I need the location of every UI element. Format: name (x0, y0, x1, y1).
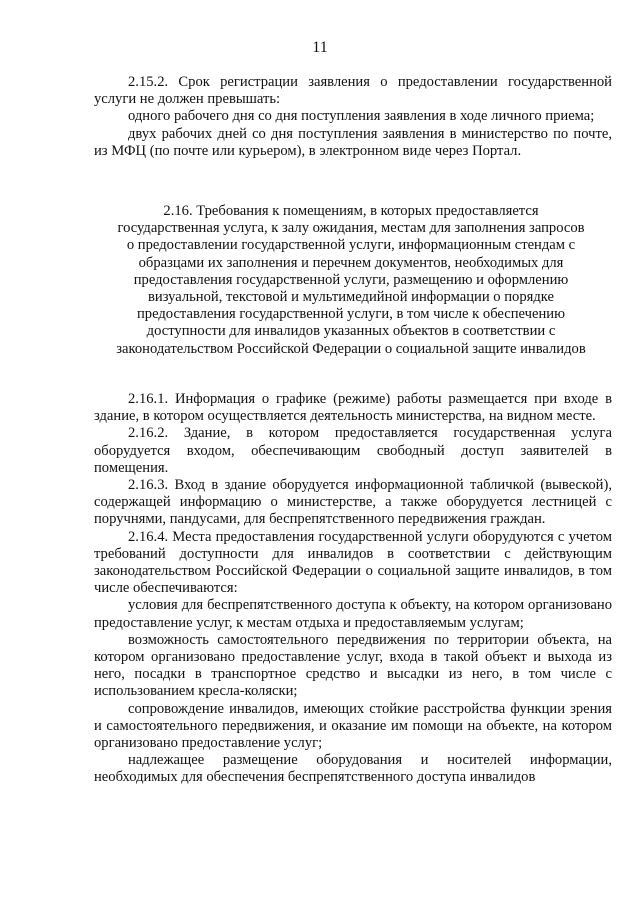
list-item-independent-movement: возможность самостоятельного передвижения по территории объекта, на котором организовано предоставление услуг, входа в такой объект и выхода из него, посадки в транспортное средство и высадки из него, в том числе с использованием кресла-коляски; (94, 631, 612, 700)
section-2-16-body (94, 391, 612, 787)
page-number: 11 (312, 39, 328, 56)
paragraph-2-16-4: 2.16.4. Места предоставления государственной услуги оборудуются с учетом требований доступности для инвалидов в соответствии с действующим законодательством Российской Федерации о социальной защите инвалидов, в том числе обеспечиваются: (94, 528, 612, 597)
list-item-escort: сопровождение инвалидов, имеющих стойкие расстройства функции зрения и самостоятельного передвижения, и оказание им помощи на объекте, на котором организовано предоставление услуг; (94, 700, 612, 752)
section-2-16-heading: 2.16. Требования к помещениям, в которых предоставляется государственная услуга, к залу ожидания, местам для заполнения запросов о предоставлении государственной услуги, информационным стендам с образцами их заполнения и перечнем документов, необходимых для предоставления государственной услуги, размещению и оформлению визуальной, текстовой и мультимедийной информации о порядке предоставления государственной услуги, в том числе к обеспечению доступности для инвалидов указанных объектов в соответствии с законодательством Российской Федерации о социальной защите инвалидов (116, 203, 586, 357)
section-2-15-2 (94, 74, 612, 160)
paragraph-2-16-3: 2.16.3. Вход в здание оборудуется информационной табличкой (вывеской), содержащей информацию о министерстве, а также оборудуется лестницей с поручнями, пандусами, для беспрепятственного передвижения граждан. (94, 477, 612, 528)
paragraph-one-day: одного рабочего дня со дня поступления заявления в ходе личного приема; (128, 108, 595, 125)
paragraph-two-days: двух рабочих дней со дня поступления заявления в министерство по почте, из МФЦ (по почте или курьером), в электронном виде через Портал. (94, 125, 612, 159)
paragraph-2-16-2: 2.16.2. Здание, в котором предоставляется государственная услуга оборудуется входом, обеспечивающим свободный доступ заявителей в помещения. (94, 425, 612, 476)
paragraph-2-16-1: 2.16.1. Информация о графике (режиме) работы размещается при входе в здание, в котором осуществляется деятельность министерства, на видном месте. (94, 391, 612, 425)
paragraph-2-15-2: 2.15.2. Срок регистрации заявления о предоставлении государственной услуги не должен превышать: (94, 74, 612, 108)
list-item-equipment-placement: надлежащее размещение оборудования и носителей информации, необходимых для обеспечения беспрепятственного доступа инвалидов (94, 752, 612, 786)
list-item-access-conditions: условия для беспрепятственного доступа к объекту, на котором организовано предоставление услуг, к местам отдыха и предоставляемым услугам; (94, 597, 612, 631)
